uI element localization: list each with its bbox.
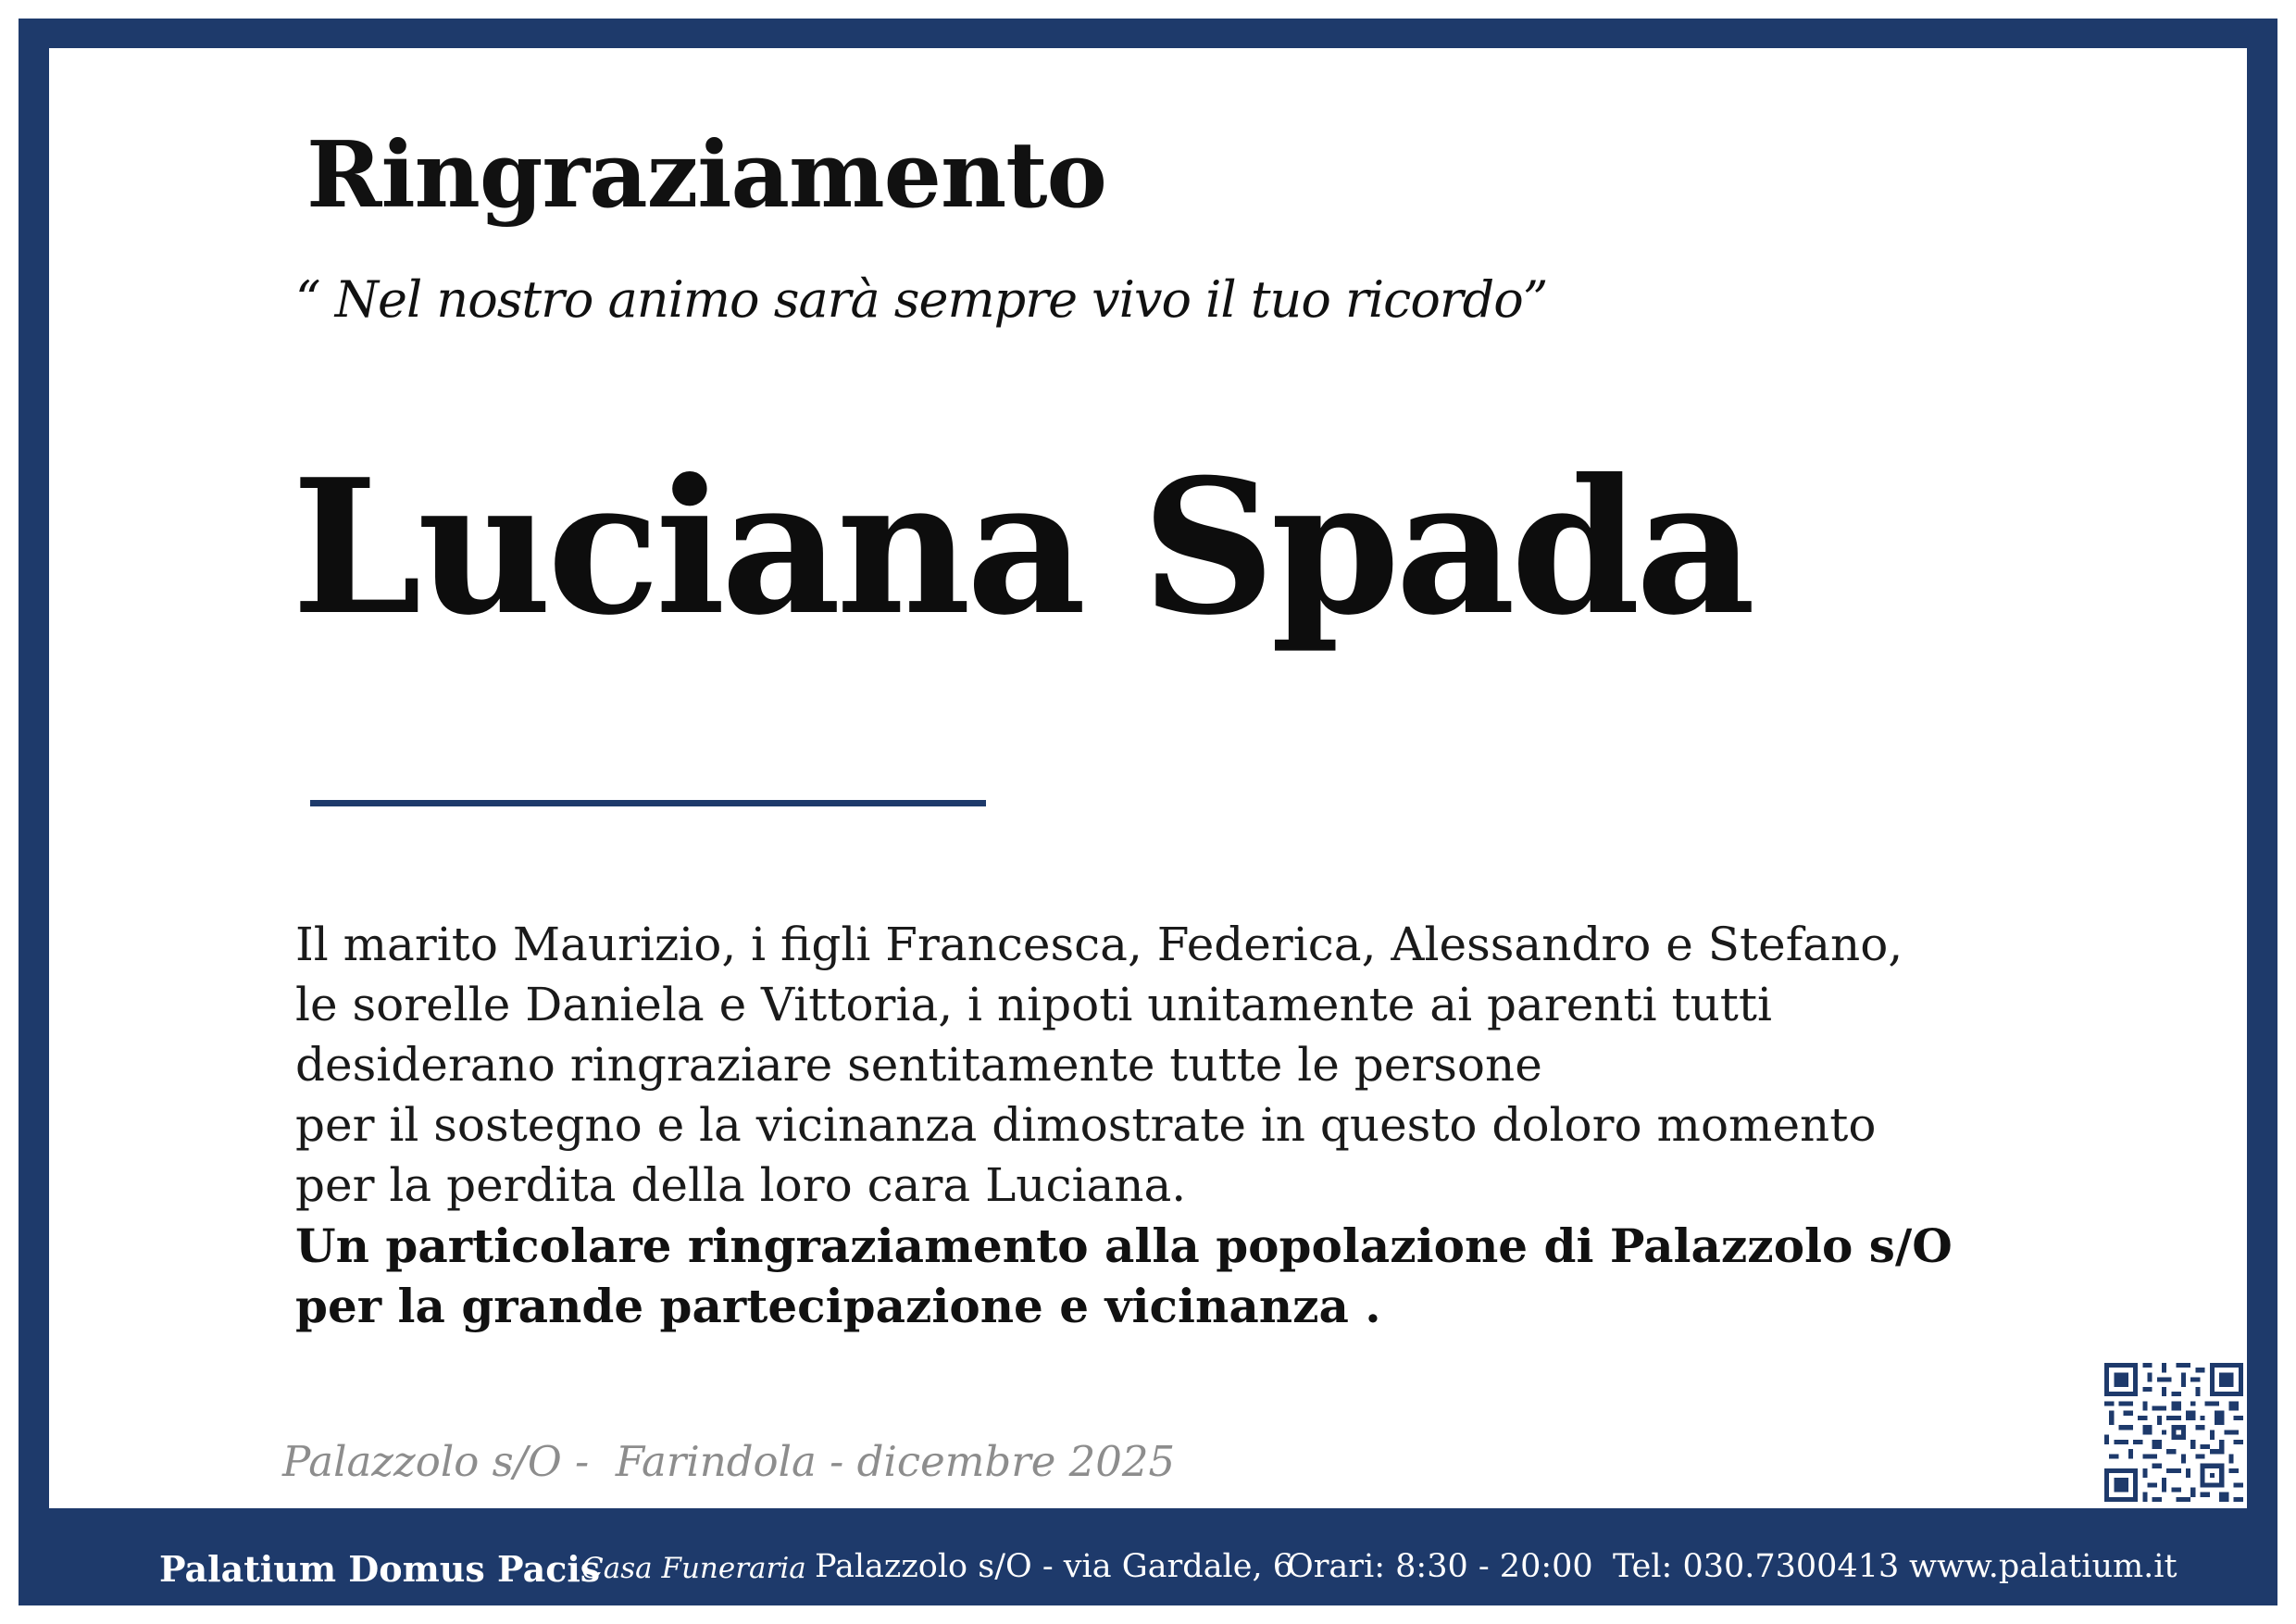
footer-phone[interactable]: Tel: 030.7300413 <box>1613 1548 1900 1585</box>
message-line: Il marito Maurizio, i figli Francesca, Federica, Alessandro e Stefano, <box>295 918 1903 971</box>
notice-paper <box>49 48 2247 1508</box>
qr-code-icon[interactable] <box>2104 1363 2243 1502</box>
place-date: Palazzolo s/O - Farindola - dicembre 2025 <box>282 1437 1176 1486</box>
deceased-name: Luciana Spada <box>292 439 1752 656</box>
message-line: desiderano ringraziare sentitamente tutte le persone <box>295 1038 1542 1092</box>
message-line: per il sostegno e la vicinanza dimostrate in questo doloro momento <box>295 1098 1877 1152</box>
notice-frame <box>19 19 2277 1605</box>
message-bold-line: Un particolare ringraziamento alla popolazione di Palazzolo s/O <box>295 1218 1953 1273</box>
footer-address: Palazzolo s/O - via Gardale, 6 <box>815 1548 1293 1585</box>
footer-website-link[interactable]: www.palatium.it <box>1909 1548 2177 1585</box>
thank-you-message <box>295 915 2054 1336</box>
message-line: per la perdita della loro cara Luciana. <box>295 1158 1187 1212</box>
notice-quote: “ Nel nostro animo sarà sempre vivo il tuo ricordo” <box>295 270 1548 329</box>
footer-hours: Orari: 8:30 - 20:00 <box>1287 1548 1593 1585</box>
notice-title: Ringraziamento <box>306 122 1106 229</box>
footer-subtitle: Casa Funeraria <box>581 1552 806 1585</box>
footer-brand: Palatium Domus Pacis <box>159 1548 601 1590</box>
footer-bar <box>19 1537 2277 1602</box>
divider-line <box>310 800 986 806</box>
message-line: le sorelle Daniela e Vittoria, i nipoti unitamente ai parenti tutti <box>295 978 1772 1031</box>
message-bold-line: per la grande partecipazione e vicinanza . <box>295 1279 1381 1333</box>
